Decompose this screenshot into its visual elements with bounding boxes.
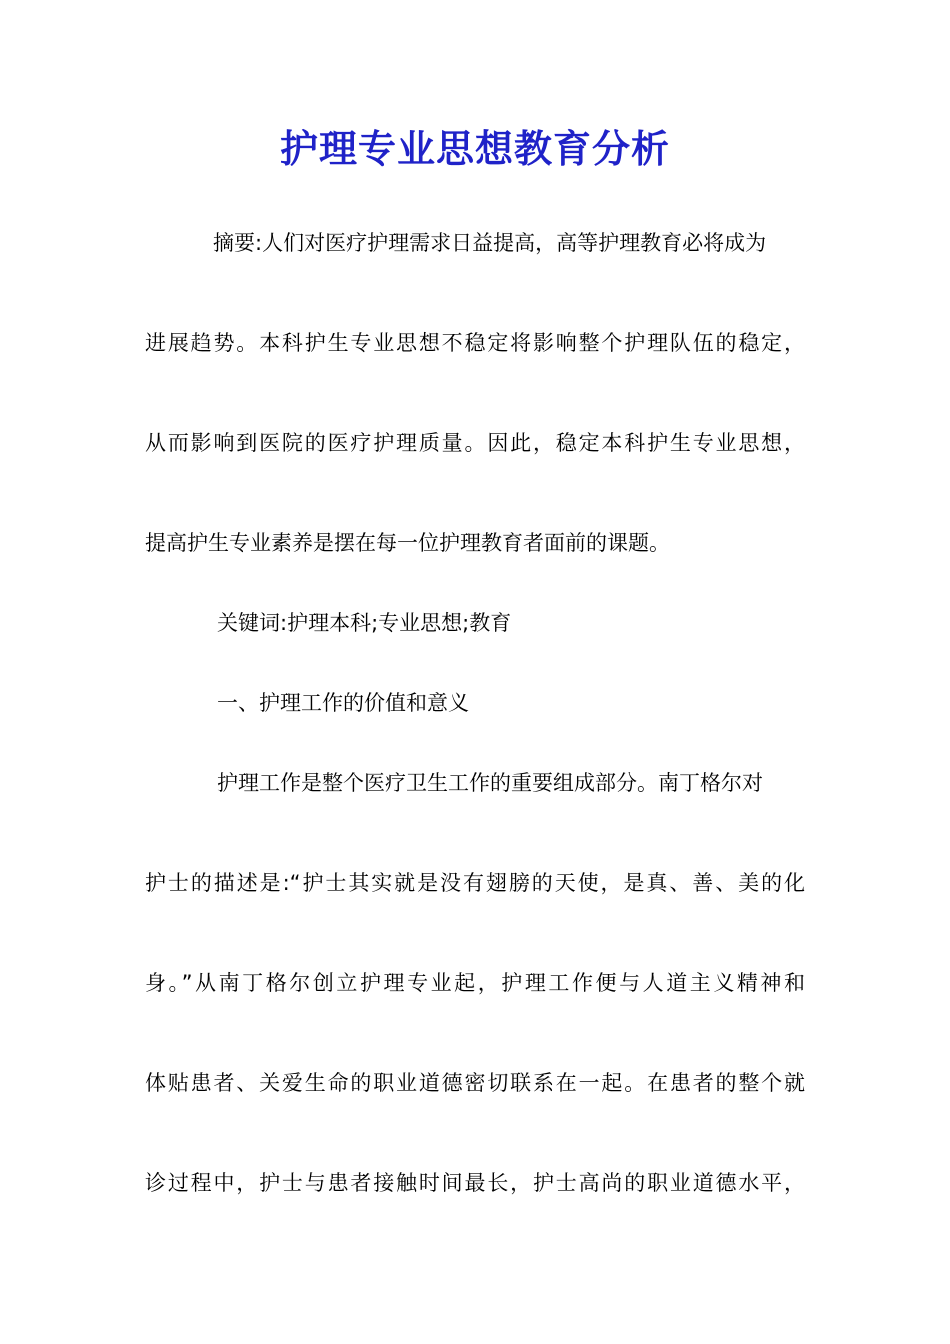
body-line-5: 诊过程中，护士与患者接触时间最长，护士高尚的职业道德水平，	[145, 1171, 805, 1195]
body-line-1: 护理工作是整个医疗卫生工作的重要组成部分。南丁格尔对	[217, 771, 763, 795]
keywords-line: 关键词:护理本科;专业思想;教育	[217, 611, 512, 635]
body-line-3: 身。”从南丁格尔创立护理专业起，护理工作便与人道主义精神和	[145, 971, 805, 995]
abstract-line-3: 从而影响到医院的医疗护理质量。因此，稳定本科护生专业思想，	[145, 431, 805, 455]
abstract-line-2: 进展趋势。本科护生专业思想不稳定将影响整个护理队伍的稳定，	[145, 331, 805, 355]
document-title: 护理专业思想教育分析	[279, 126, 670, 171]
body-line-4: 体贴患者、关爱生命的职业道德密切联系在一起。在患者的整个就	[145, 1071, 805, 1095]
abstract-line-4: 提高护生专业素养是摆在每一位护理教育者面前的课题。	[145, 531, 670, 555]
abstract-line-1: 摘要:人们对医疗护理需求日益提高，高等护理教育必将成为	[213, 231, 767, 255]
section-heading: 一、护理工作的价值和意义	[217, 691, 469, 715]
body-line-2: 护士的描述是:“护士其实就是没有翅膀的天使，是真、善、美的化	[145, 871, 805, 895]
